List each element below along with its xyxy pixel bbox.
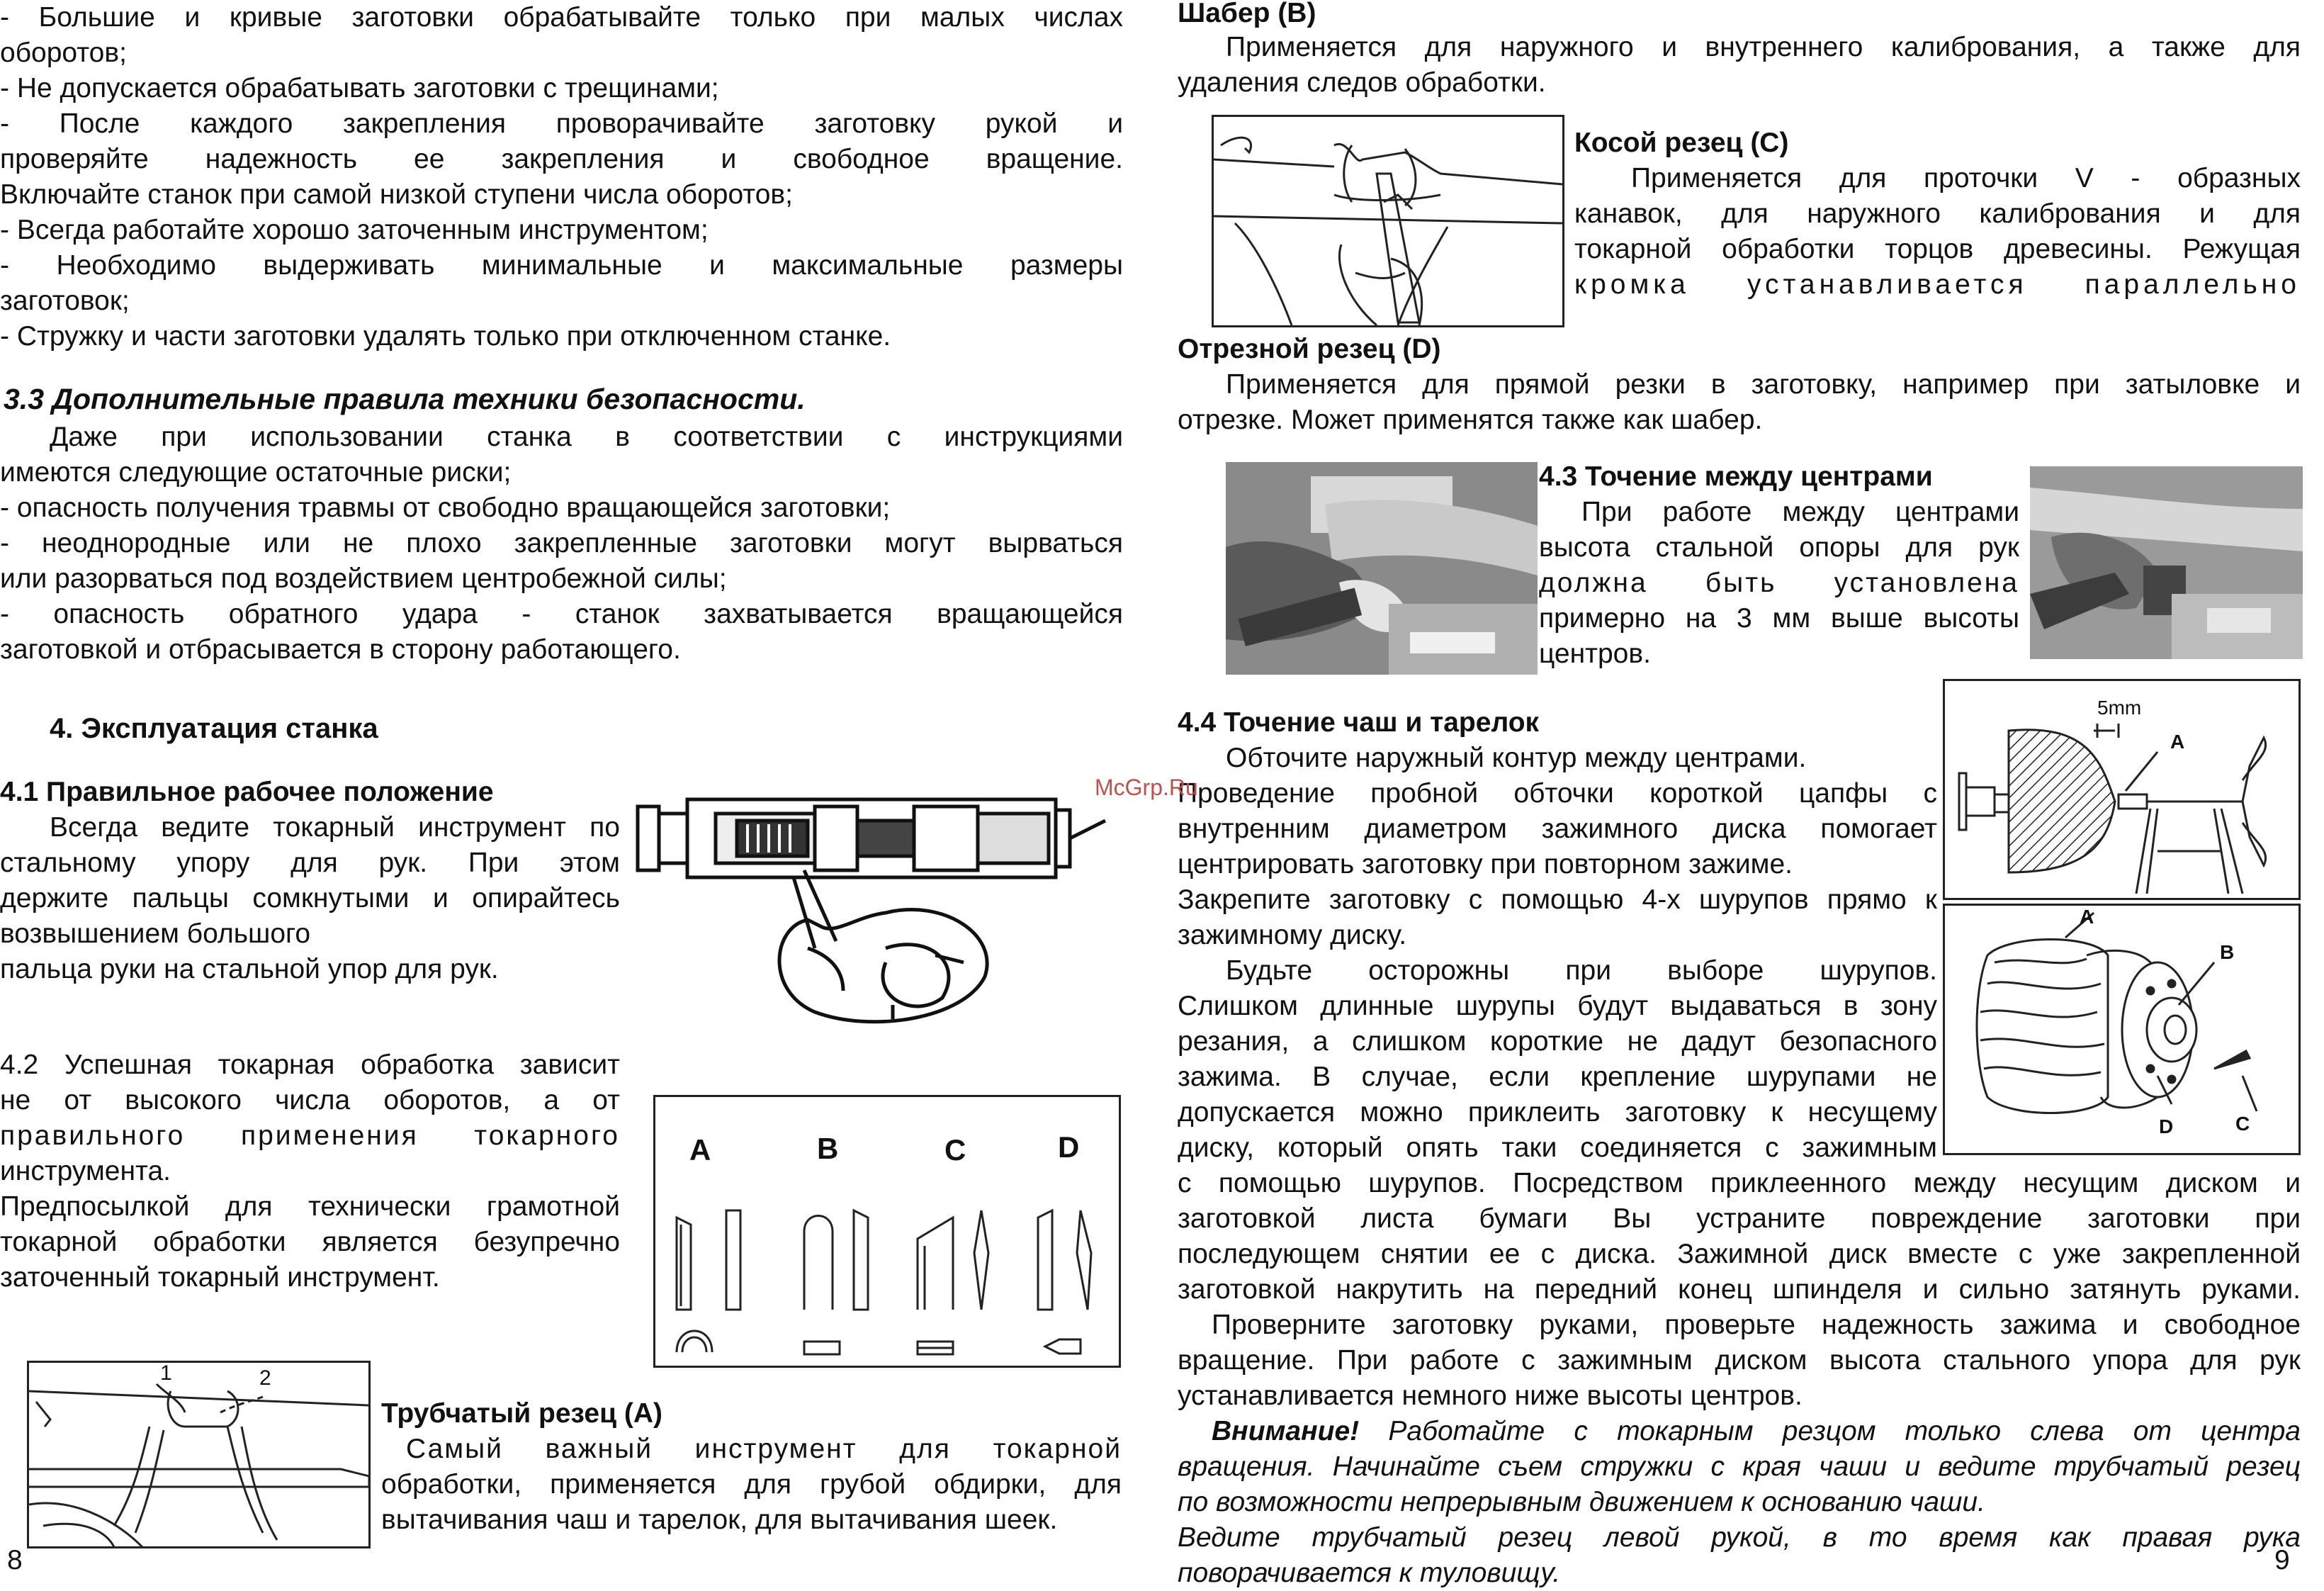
text-line: высота стальной опоры для рук bbox=[1539, 532, 2019, 563]
safety-line: - После каждого закрепления проворачивайте заготовку рукой и bbox=[0, 108, 1123, 139]
text-line: допускается можно приклеить заготовку к несущему bbox=[1178, 1097, 1937, 1128]
section-33-text bbox=[0, 420, 1123, 668]
gouge-title: Трубчатый резец (A) bbox=[381, 1398, 663, 1429]
safety-line: - Большие и кривые заготовки обрабатывайте только при малых числах bbox=[0, 2, 1123, 33]
between-centers-photo-1 bbox=[1226, 462, 1538, 675]
text-line: Закрепите заготовку с помощью 4-х шурупов прямо к bbox=[1178, 884, 1937, 915]
text-line: Проверните заготовку руками, проверьте надежность зажима и свободное bbox=[1212, 1310, 2301, 1340]
scraper-text bbox=[1178, 30, 2301, 101]
text-line: заготовкой накрутить на передний конец шпинделя и сильно затянуть руками. bbox=[1178, 1274, 2301, 1305]
text-line: Применяется для прямой резки в заготовку, например при затыловке и bbox=[1226, 369, 2301, 400]
scraper-title: Шабер (B) bbox=[1178, 0, 1316, 28]
tool-label-d: D bbox=[1058, 1130, 1080, 1164]
warning-text: Работайте с токарным резцом только слева от центра bbox=[1388, 1416, 2301, 1446]
faceplate-label-c: C bbox=[2235, 1113, 2250, 1135]
photo-1-drawing bbox=[1226, 462, 1538, 675]
safety-line: - Необходимо выдерживать минимальные и максимальные размеры bbox=[0, 250, 1123, 281]
section-41-text bbox=[0, 810, 620, 987]
text-line: канавок, для наружного калибрования и для bbox=[1574, 198, 2301, 229]
safety-line: - Стружку и части заготовки удалять только при отключенном станке. bbox=[0, 321, 891, 352]
text-line: Будьте осторожны при выборе шурупов. bbox=[1226, 955, 1937, 986]
text-line: резания, а слишком короткие не дадут безопасного bbox=[1178, 1026, 1937, 1057]
safety-line: Включайте станок при самой низкой ступени числа оборотов; bbox=[0, 179, 793, 210]
text-line: устанавливается немного ниже высоты центров. bbox=[1178, 1381, 1803, 1411]
text-line: последующем снятии ее с диска. Зажимной диск вместе с уже закрепленной bbox=[1178, 1239, 2301, 1269]
text-line: центров. bbox=[1539, 639, 1651, 669]
text-line: внутренним диаметром зажимного диска помогает bbox=[1178, 814, 1937, 844]
safety-list bbox=[0, 0, 1123, 354]
watermark: McGrp.Ru bbox=[1095, 775, 1198, 800]
skew-title: Косой резец (C) bbox=[1574, 128, 1789, 158]
gouge-label-2: 2 bbox=[259, 1366, 271, 1390]
text-line: должна быть установлена bbox=[1539, 568, 2019, 598]
gouge-text bbox=[381, 1432, 1122, 1538]
text-line: вытачивания чаш и тарелок, для вытачивания шеек. bbox=[381, 1505, 1058, 1535]
section-4-title: 4. Эксплуатация станка bbox=[50, 713, 378, 744]
bowl-turning-figure bbox=[1943, 679, 2301, 900]
text-line: держите пальцы сомкнутыми и опирайтесь bbox=[0, 883, 620, 913]
tool-label-c: C bbox=[944, 1133, 966, 1166]
text-line: При работе между центрами bbox=[1581, 497, 2019, 527]
page-number-left: 8 bbox=[7, 1545, 23, 1575]
safety-line: - Всегда работайте хорошо заточенным инструментом; bbox=[0, 215, 709, 245]
text-line: - опасность получения травмы от свободно вращающейся заготовки; bbox=[0, 493, 891, 523]
section-43-text bbox=[1539, 495, 2019, 672]
tool-profiles-drawing bbox=[655, 1097, 1119, 1366]
gouge-figure bbox=[27, 1361, 371, 1548]
bowl-label-5mm: 5mm bbox=[2097, 697, 2142, 719]
warning-line: по возможности непрерывным движением к основанию чаши. bbox=[1178, 1487, 1985, 1517]
text-line: - неоднородные или не плохо закрепленные заготовки могут вырваться bbox=[0, 528, 1123, 558]
gouge-drawing bbox=[29, 1363, 369, 1547]
text-line: заготовкой листа бумаги Вы устраните повреждение заготовки при bbox=[1178, 1203, 2301, 1234]
parting-title: Отрезной резец (D) bbox=[1178, 334, 1441, 364]
text-line: кромка устанавливается параллельно bbox=[1574, 269, 2301, 300]
text-line: Применяется для проточки V - образных bbox=[1631, 163, 2301, 193]
section-42-text bbox=[0, 1047, 620, 1295]
text-line: заточенный токарный инструмент. bbox=[0, 1262, 440, 1293]
between-centers-photo-2 bbox=[2030, 466, 2303, 659]
section-43-title: 4.3 Точение между центрами bbox=[1539, 461, 1933, 492]
text-line: не от высокого числа оборотов, а от bbox=[0, 1085, 620, 1115]
section-44-title: 4.4 Точение чаш и тарелок bbox=[1178, 707, 1540, 738]
text-line: удаления следов обработки. bbox=[1178, 67, 1546, 98]
text-line: Даже при использовании станка в соответствии с инструкциями bbox=[50, 422, 1123, 452]
tool-label-b: B bbox=[817, 1132, 839, 1165]
text-line: центрировать заготовку при повторном зажиме. bbox=[1178, 849, 1793, 879]
text-line: Слишком длинные шурупы будут выдаваться в зону bbox=[1178, 991, 1937, 1021]
section-41-title: 4.1 Правильное рабочее положение bbox=[0, 777, 494, 807]
warning-line bbox=[1178, 1414, 2301, 1449]
skew-text bbox=[1574, 161, 2301, 303]
warning-line: Ведите трубчатый резец левой рукой, в то время как правая рука bbox=[1178, 1522, 2301, 1553]
tools-figure bbox=[653, 1095, 1121, 1368]
text-line: с помощью шурупов. Посредством приклеенного между несущим диском и bbox=[1178, 1168, 2301, 1198]
text-line: примерно на 3 мм выше высоты bbox=[1539, 603, 2019, 634]
section-44-text-b bbox=[1178, 1166, 2301, 1414]
gouge-label-1: 1 bbox=[160, 1361, 172, 1385]
safety-line: - Не допускается обрабатывать заготовки с трещинами; bbox=[0, 73, 719, 103]
text-line: Проведение пробной обточки короткой цапфы с bbox=[1178, 778, 1937, 809]
text-line: отрезке. Может применятся также как шабер. bbox=[1178, 405, 1763, 435]
text-line: пальца руки на стальной упор для рук. bbox=[0, 954, 499, 984]
safety-line: заготовок; bbox=[0, 286, 130, 316]
text-line: Всегда ведите токарный инструмент по bbox=[50, 812, 620, 843]
text-line: 4.2 Успешная токарная обработка зависит bbox=[0, 1050, 620, 1080]
section-44-text-a bbox=[1178, 741, 1937, 1166]
text-line: Самый важный инструмент для токарной bbox=[406, 1434, 1122, 1464]
text-line: Обточите наружный контур между центрами. bbox=[1226, 743, 1807, 773]
text-line: токарной обработки торцов древесины. Режущая bbox=[1574, 234, 2301, 264]
text-line: токарной обработки является безупречно bbox=[0, 1227, 620, 1257]
skew-chisel-drawing bbox=[1214, 117, 1562, 325]
text-line: - опасность обратного удара - станок захватывается вращающейся bbox=[0, 599, 1123, 629]
parting-text bbox=[1178, 367, 2301, 438]
text-line: инструмента. bbox=[0, 1156, 171, 1186]
faceplate-label-d: D bbox=[2159, 1115, 2174, 1137]
warning-line: поворачивается к туловищу. bbox=[1178, 1558, 1561, 1588]
bowl-label-a: A bbox=[2170, 731, 2185, 753]
text-line: имеются следующие остаточные риски; bbox=[0, 457, 512, 488]
text-line: обработки, применяется для грубой обдирки, для bbox=[381, 1469, 1122, 1500]
safety-line: проверяйте надежность ее закрепления и свободное вращение. bbox=[0, 144, 1123, 174]
text-line: зажимному диску. bbox=[1178, 920, 1407, 950]
text-line: стальному упору для рук. При этом bbox=[0, 848, 620, 878]
faceplate-label-a: A bbox=[2080, 906, 2094, 928]
text-line: диску, который опять таки соединяется с зажимным bbox=[1178, 1132, 1937, 1163]
text-line: возвышением большого bbox=[0, 918, 311, 949]
text-line: заготовкой и отбрасывается в сторону работающего. bbox=[0, 634, 681, 665]
page-number-right: 9 bbox=[2274, 1545, 2290, 1575]
tool-label-a: A bbox=[689, 1133, 711, 1166]
warning-label: Внимание! bbox=[1212, 1416, 1360, 1446]
faceplate-figure bbox=[1943, 904, 2301, 1155]
skew-chisel-figure bbox=[1212, 115, 1564, 327]
text-line: Применяется для наружного и внутреннего калибрования, а также для bbox=[1226, 32, 2301, 62]
text-line: зажима. В случае, если крепление шурупами не bbox=[1178, 1062, 1937, 1092]
text-line: вращение. При работе с зажимным диском высота стального упора для рук bbox=[1178, 1345, 2301, 1376]
text-line: правильного применения токарного bbox=[0, 1120, 620, 1151]
warning-line: вращения. Начинайте съем стружки с края чаши и ведите трубчатый резец bbox=[1178, 1451, 2301, 1482]
photo-2-drawing bbox=[2030, 466, 2303, 659]
text-line: Предпосылкой для технически грамотной bbox=[0, 1191, 620, 1222]
faceplate-label-b: B bbox=[2220, 941, 2235, 963]
section-33-title: 3.3 Дополнительные правила техники безопасности. bbox=[4, 383, 806, 415]
lathe-hand-drawing bbox=[631, 792, 1112, 1033]
text-line: или разорваться под воздействием центробежной силы; bbox=[0, 563, 727, 594]
warning-block bbox=[1178, 1414, 2301, 1591]
safety-line: оборотов; bbox=[0, 38, 127, 68]
